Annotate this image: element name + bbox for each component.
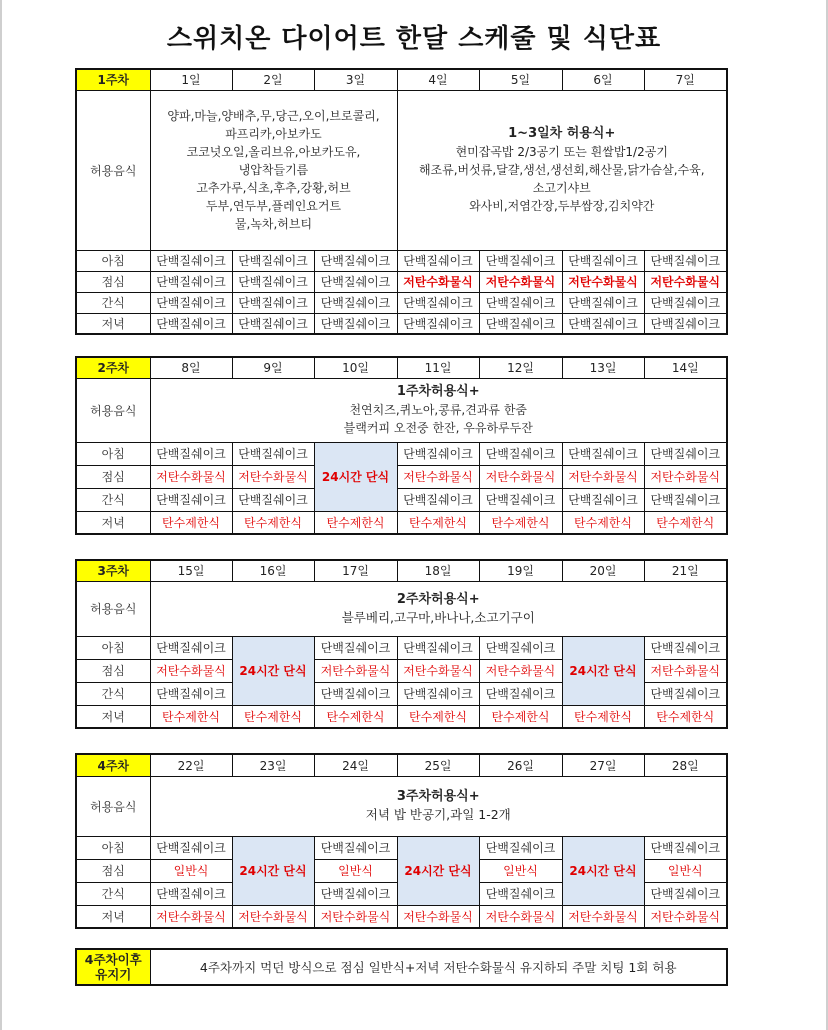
meal-cell: 저탄수화물식 [644,659,727,682]
meal-cell: 단백질쉐이크 [644,488,727,511]
meal-cell: 단백질쉐이크 [314,836,397,859]
meal-cell: 단백질쉐이크 [479,313,562,334]
row-label-dinner: 저녁 [76,313,150,334]
fasting-cell: 24시간 단식 [314,442,397,511]
meal-cell: 단백질쉐이크 [562,488,644,511]
meal-cell: 단백질쉐이크 [479,292,562,313]
row-label-lunch: 점심 [76,859,150,882]
meal-cell: 저탄수화물식 [314,659,397,682]
row-label-snack: 간식 [76,488,150,511]
allowed-foods [150,378,727,442]
allowed-line: 냉압착들기름 [238,163,309,177]
meal-cell: 탄수제한식 [562,705,644,728]
day-header: 21일 [644,560,727,581]
meal-cell: 단백질쉐이크 [397,313,479,334]
day-header: 17일 [314,560,397,581]
week-label: 1주차 [76,69,150,90]
maintenance-text: 4주차까지 먹던 방식으로 점심 일반식+저녁 저탄수화물식 유지하되 주말 치팅 1회 허용 [150,949,727,985]
day-header: 27일 [562,754,644,776]
row-label-breakfast: 아침 [76,836,150,859]
meal-cell: 단백질쉐이크 [150,636,232,659]
allowed-foods-days-1-3 [150,90,397,250]
meal-cell: 저탄수화물식 [150,465,232,488]
meal-cell: 저탄수화물식 [397,465,479,488]
meal-cell: 단백질쉐이크 [644,250,727,271]
meal-cell: 단백질쉐이크 [562,250,644,271]
meal-cell: 저탄수화물식 [150,659,232,682]
meal-cell: 저탄수화물식 [562,905,644,928]
day-header: 12일 [479,357,562,378]
allowed-line: 천연치즈,퀴노아,콩류,견과류 한줌 [349,403,528,417]
day-header: 28일 [644,754,727,776]
allowed-line: 현미잡곡밥 2/3공기 또는 흰쌀밥1/2공기 [455,145,668,159]
meal-cell: 단백질쉐이크 [397,488,479,511]
meal-cell: 단백질쉐이크 [397,442,479,465]
week-label: 2주차 [76,357,150,378]
meal-cell: 단백질쉐이크 [150,882,232,905]
maintenance-label [76,949,150,985]
allowed-line: 파프리카,아보카도 [225,127,322,141]
meal-cell: 일반식 [479,859,562,882]
meal-cell: 저탄수화물식 [562,271,644,292]
meal-cell: 탄수제한식 [314,511,397,534]
allowed-line: 블루베리,고구마,바나나,소고기구이 [341,609,535,625]
meal-cell: 단백질쉐이크 [314,636,397,659]
fasting-cell: 24시간 단식 [397,836,479,905]
day-header: 13일 [562,357,644,378]
meal-cell: 일반식 [314,859,397,882]
day-header: 18일 [397,560,479,581]
meal-cell: 저탄수화물식 [644,465,727,488]
allowed-line: 블랙커피 오전중 한잔, 우유하루두잔 [343,421,533,435]
fasting-cell: 24시간 단식 [232,636,314,705]
meal-cell: 단백질쉐이크 [644,442,727,465]
row-label-lunch: 점심 [76,659,150,682]
meal-cell: 단백질쉐이크 [479,442,562,465]
week2-table [75,356,728,535]
meal-cell: 단백질쉐이크 [397,292,479,313]
day-header: 7일 [644,69,727,90]
meal-cell: 단백질쉐이크 [150,682,232,705]
meal-cell: 단백질쉐이크 [232,250,314,271]
meal-cell: 단백질쉐이크 [150,836,232,859]
meal-cell: 단백질쉐이크 [479,836,562,859]
meal-cell: 단백질쉐이크 [479,682,562,705]
day-header: 25일 [397,754,479,776]
fasting-cell: 24시간 단식 [232,836,314,905]
meal-cell: 저탄수화물식 [479,905,562,928]
day-header: 24일 [314,754,397,776]
meal-cell: 단백질쉐이크 [232,292,314,313]
day-header: 16일 [232,560,314,581]
meal-cell: 탄수제한식 [644,511,727,534]
day-header: 8일 [150,357,232,378]
allowed-line: 해조류,버섯류,달걀,생선,생선회,해산물,닭가슴살,수육, [418,163,705,177]
meal-cell: 단백질쉐이크 [644,313,727,334]
meal-cell: 단백질쉐이크 [644,292,727,313]
meal-cell: 탄수제한식 [150,705,232,728]
meal-cell: 저탄수화물식 [232,905,314,928]
meal-cell: 단백질쉐이크 [397,636,479,659]
allowed-line: 두부,연두부,플레인요거트 [205,199,342,213]
day-header: 4일 [397,69,479,90]
allowed-line: 고추가루,식초,후추,강황,허브 [196,181,351,195]
meal-cell: 단백질쉐이크 [314,882,397,905]
meal-cell: 단백질쉐이크 [150,488,232,511]
meal-cell: 저탄수화물식 [397,659,479,682]
allowed-line: 저녁 밥 반공기,과일 1-2개 [365,807,511,822]
meal-cell: 단백질쉐이크 [562,292,644,313]
meal-cell: 단백질쉐이크 [314,313,397,334]
week4-table [75,753,728,929]
week1-table [75,68,728,335]
meal-cell: 저탄수화물식 [479,659,562,682]
meal-cell: 단백질쉐이크 [314,271,397,292]
meal-cell: 저탄수화물식 [314,905,397,928]
meal-cell: 저탄수화물식 [479,271,562,292]
meal-cell: 저탄수화물식 [397,271,479,292]
row-label-allowed: 허용음식 [76,90,150,250]
meal-cell: 단백질쉐이크 [562,313,644,334]
allowed-line: 와사비,저염간장,두부쌈장,김치약간 [469,199,655,213]
meal-cell: 탄수제한식 [644,705,727,728]
allowed-line: 물,녹차,허브티 [234,217,313,231]
meal-cell: 저탄수화물식 [397,905,479,928]
row-label-breakfast: 아침 [76,250,150,271]
allowed-foods [150,776,727,836]
meal-cell: 탄수제한식 [232,511,314,534]
meal-cell: 단백질쉐이크 [397,682,479,705]
meal-cell: 탄수제한식 [479,511,562,534]
meal-cell: 단백질쉐이크 [479,636,562,659]
maintenance-label-line: 4주차이후 [84,952,142,967]
meal-cell: 탄수제한식 [479,705,562,728]
meal-cell: 단백질쉐이크 [644,636,727,659]
row-label-snack: 간식 [76,882,150,905]
meal-cell: 단백질쉐이크 [479,250,562,271]
meal-cell: 탄수제한식 [150,511,232,534]
row-label-breakfast: 아침 [76,636,150,659]
meal-cell: 단백질쉐이크 [150,271,232,292]
meal-cell: 탄수제한식 [314,705,397,728]
meal-cell: 단백질쉐이크 [232,488,314,511]
row-label-snack: 간식 [76,292,150,313]
fasting-cell: 24시간 단식 [562,636,644,705]
meal-cell: 단백질쉐이크 [644,882,727,905]
fasting-cell: 24시간 단식 [562,836,644,905]
row-label-breakfast: 아침 [76,442,150,465]
meal-cell: 단백질쉐이크 [314,292,397,313]
row-label-allowed: 허용음식 [76,581,150,636]
meal-cell: 단백질쉐이크 [232,271,314,292]
allowed-foods-days-4-7 [397,90,727,250]
day-header: 19일 [479,560,562,581]
allowed-line: 소고기샤브 [532,181,591,195]
day-header: 5일 [479,69,562,90]
meal-cell: 탄수제한식 [397,511,479,534]
allowed-title: 3주차허용식+ [396,789,480,804]
row-label-lunch: 점심 [76,465,150,488]
meal-cell: 단백질쉐이크 [479,488,562,511]
meal-cell: 단백질쉐이크 [150,250,232,271]
meal-cell: 단백질쉐이크 [479,882,562,905]
day-header: 9일 [232,357,314,378]
meal-cell: 저탄수화물식 [562,465,644,488]
day-header: 20일 [562,560,644,581]
row-label-dinner: 저녁 [76,905,150,928]
row-label-dinner: 저녁 [76,511,150,534]
allowed-title: 1~3일차 허용식+ [508,126,616,141]
meal-cell: 단백질쉐이크 [314,682,397,705]
meal-cell: 단백질쉐이크 [150,292,232,313]
day-header: 11일 [397,357,479,378]
meal-cell: 단백질쉐이크 [232,313,314,334]
row-label-allowed: 허용음식 [76,378,150,442]
maintenance-table [75,948,728,986]
meal-cell: 저탄수화물식 [644,905,727,928]
day-header: 6일 [562,69,644,90]
allowed-title: 2주차허용식+ [396,591,480,607]
row-label-allowed: 허용음식 [76,776,150,836]
meal-cell: 저탄수화물식 [644,271,727,292]
meal-cell: 단백질쉐이크 [644,682,727,705]
day-header: 14일 [644,357,727,378]
day-header: 3일 [314,69,397,90]
day-header: 1일 [150,69,232,90]
week-label: 4주차 [76,754,150,776]
meal-cell: 저탄수화물식 [479,465,562,488]
meal-cell: 단백질쉐이크 [644,836,727,859]
week3-table [75,559,728,729]
allowed-line: 코코넛오일,올리브유,아보카도유, [186,145,361,159]
week-label: 3주차 [76,560,150,581]
row-label-snack: 간식 [76,682,150,705]
allowed-title: 1주차허용식+ [396,384,480,399]
meal-cell: 단백질쉐이크 [150,442,232,465]
meal-cell: 탄수제한식 [562,511,644,534]
meal-cell: 일반식 [644,859,727,882]
meal-cell: 단백질쉐이크 [314,250,397,271]
day-header: 26일 [479,754,562,776]
row-label-lunch: 점심 [76,271,150,292]
day-header: 22일 [150,754,232,776]
meal-cell: 단백질쉐이크 [150,313,232,334]
meal-cell: 탄수제한식 [397,705,479,728]
row-label-dinner: 저녁 [76,705,150,728]
day-header: 2일 [232,69,314,90]
maintenance-label-line: 유지기 [95,967,132,982]
meal-cell: 일반식 [150,859,232,882]
allowed-foods [150,581,727,636]
meal-cell: 단백질쉐이크 [397,250,479,271]
allowed-line: 양파,마늘,양배추,무,당근,오이,브로콜리, [167,109,380,123]
day-header: 23일 [232,754,314,776]
meal-cell: 단백질쉐이크 [232,442,314,465]
meal-cell: 단백질쉐이크 [562,442,644,465]
day-header: 10일 [314,357,397,378]
meal-cell: 저탄수화물식 [150,905,232,928]
meal-cell: 저탄수화물식 [232,465,314,488]
page-title: 스위치온 다이어트 한달 스케줄 및 식단표 [166,24,662,54]
meal-cell: 탄수제한식 [232,705,314,728]
day-header: 15일 [150,560,232,581]
